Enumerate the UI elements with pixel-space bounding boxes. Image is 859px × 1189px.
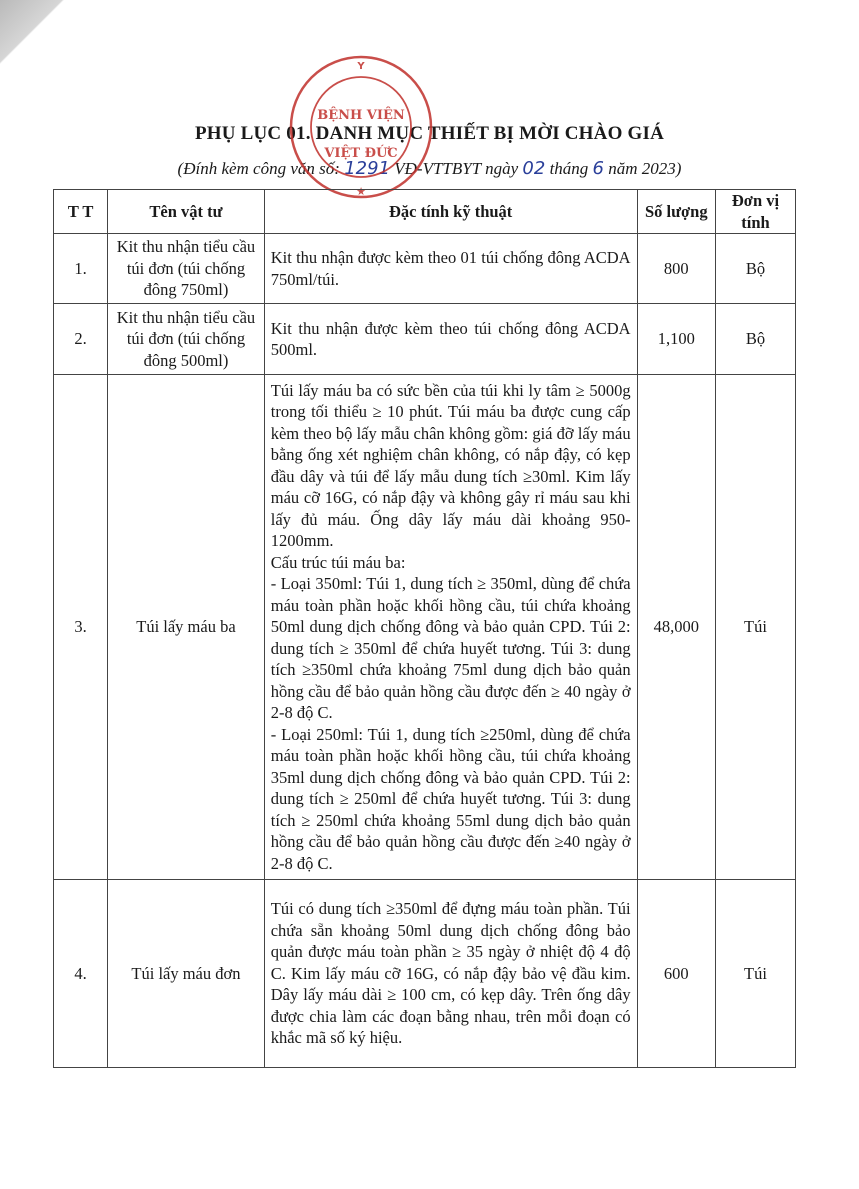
row-qty: 1,100 [637,304,715,375]
header-tt: T T [54,190,108,234]
spec-paragraph: - Loại 250ml: Túi 1, dung tích ≥250ml, dùng để chứa máu toàn phần hoặc khối hồng cầu, túi chứa khoảng 35ml dung dịch chống đông và bảo quản CPD. Túi 2: dung tích ≥ 250ml để chứa huyết tương. Túi 3: dung tích ≥ 250ml chứa khoảng 55ml dung dịch bảo quản hồng cầu để bảo quản hồng cầu được đến ≥40 ngày ở 2-8 độ C. [270,724,631,873]
row-spec [264,304,637,375]
subtitle-month-label: tháng [549,159,589,178]
spec-paragraph: Kit thu nhận được kèm theo 01 túi chống đông ACDA 750ml/túi. [270,248,631,289]
page-title: PHỤ LỤC 01. DANH MỤC THIẾT BỊ MỜI CHÀO GIÁ [194,123,664,144]
subtitle-doc-suffix: VĐ-VTTBYT ngày [394,159,519,178]
row-unit: Túi [715,880,795,1068]
doc-number-handwritten: 1291 [344,158,390,179]
header-qty: Số lượng [637,190,715,234]
header-name: Tên vật tư [108,190,265,234]
spec-paragraph: Túi lấy máu ba có sức bền của túi khi ly tâm ≥ 5000g trong tối thiểu ≥ 10 phút. Túi máu ba được cung cấp kèm theo bộ lấy mẫu chân không gồm: giá đỡ lấy máu bằng ống xét nghiệm chân không, có nắp đậy, có kẹp đầu dây và túi để lấy mẫu dung tích ≥30ml. Kim lấy máu cỡ 16G, có nắp đậy và không gây rỉ máu sau khi lấy đủ máu. Ống dây lấy máu dài khoảng 950-1200mm. [270,380,631,551]
spec-paragraph: Cấu trúc túi máu ba: [270,552,406,572]
spec-paragraph: Kit thu nhận được kèm theo túi chống đông ACDA 500ml. [270,318,631,359]
row-tt: 2. [54,304,108,375]
equipment-table [53,189,796,1068]
spec-paragraph: Túi có dung tích ≥350ml để đựng máu toàn phần. Túi chứa sẵn khoảng 50ml dung dịch chống đông bảo quản được máu toàn phần ≥ 35 ngày ở nhiệt độ 4 độ C. Kim lấy máu cỡ 16G, có nắp đậy bảo vệ đầu kim. Dây lấy máu dài ≥ 100 cm, có kẹp dây. Trên ống dây được chia làm các đoạn bằng nhau, trên mỗi đoạn có khắc mã số ký hiệu. [270,899,631,1048]
subtitle-year-label: năm 2023) [608,159,682,178]
row-qty: 48,000 [637,375,715,880]
table-row [54,880,796,1068]
row-tt: 3. [54,375,108,880]
svg-text:★: ★ [356,185,366,198]
day-handwritten: 02 [522,158,546,179]
table-header-row [54,190,796,234]
header-unit: Đơn vị tính [715,190,795,234]
row-tt: 4. [54,880,108,1068]
table-row [54,304,796,375]
table-row [54,234,796,304]
row-spec [264,375,637,880]
stamp-line1: BỆNH VIỆN [317,108,405,123]
row-tt: 1. [54,234,108,304]
table-row [54,375,796,880]
page-corner-shadow [0,0,90,80]
row-unit: Túi [715,375,795,880]
row-spec [264,880,637,1068]
stamp-line2: VIỆT ĐỨC [324,146,398,161]
subtitle-prefix: (Đính kèm công văn số: [177,159,340,178]
month-handwritten: 6 [592,158,604,179]
row-qty: 600 [637,880,715,1068]
row-unit: Bộ [715,234,795,304]
header-spec: Đặc tính kỹ thuật [264,190,637,234]
row-unit: Bộ [715,304,795,375]
spec-paragraph: - Loại 350ml: Túi 1, dung tích ≥ 350ml, dùng để chứa máu toàn phần hoặc khối hồng cầu, túi chứa khoảng 50ml dung dịch chống đông và bảo quản CPD. Túi 2: dung tích ≥ 350ml để chứa huyết tương. Túi 3: dung tích ≥350ml chứa khoảng 75ml dung dịch bảo quản hồng cầu để bảo quản hồng cầu được đến ≥ 40 ngày ở 2-8 độ C. [270,574,631,723]
row-name: Túi lấy máu ba [108,375,265,880]
row-name: Kit thu nhận tiểu cầu túi đơn (túi chống đông 500ml) [108,304,265,375]
row-name: Túi lấy máu đơn [108,880,265,1068]
row-spec [264,234,637,304]
hospital-stamp-icon [287,53,435,201]
row-name: Kit thu nhận tiểu cầu túi đơn (túi chống đông 750ml) [108,234,265,304]
row-qty: 800 [637,234,715,304]
svg-text:Y: Y [357,61,365,72]
